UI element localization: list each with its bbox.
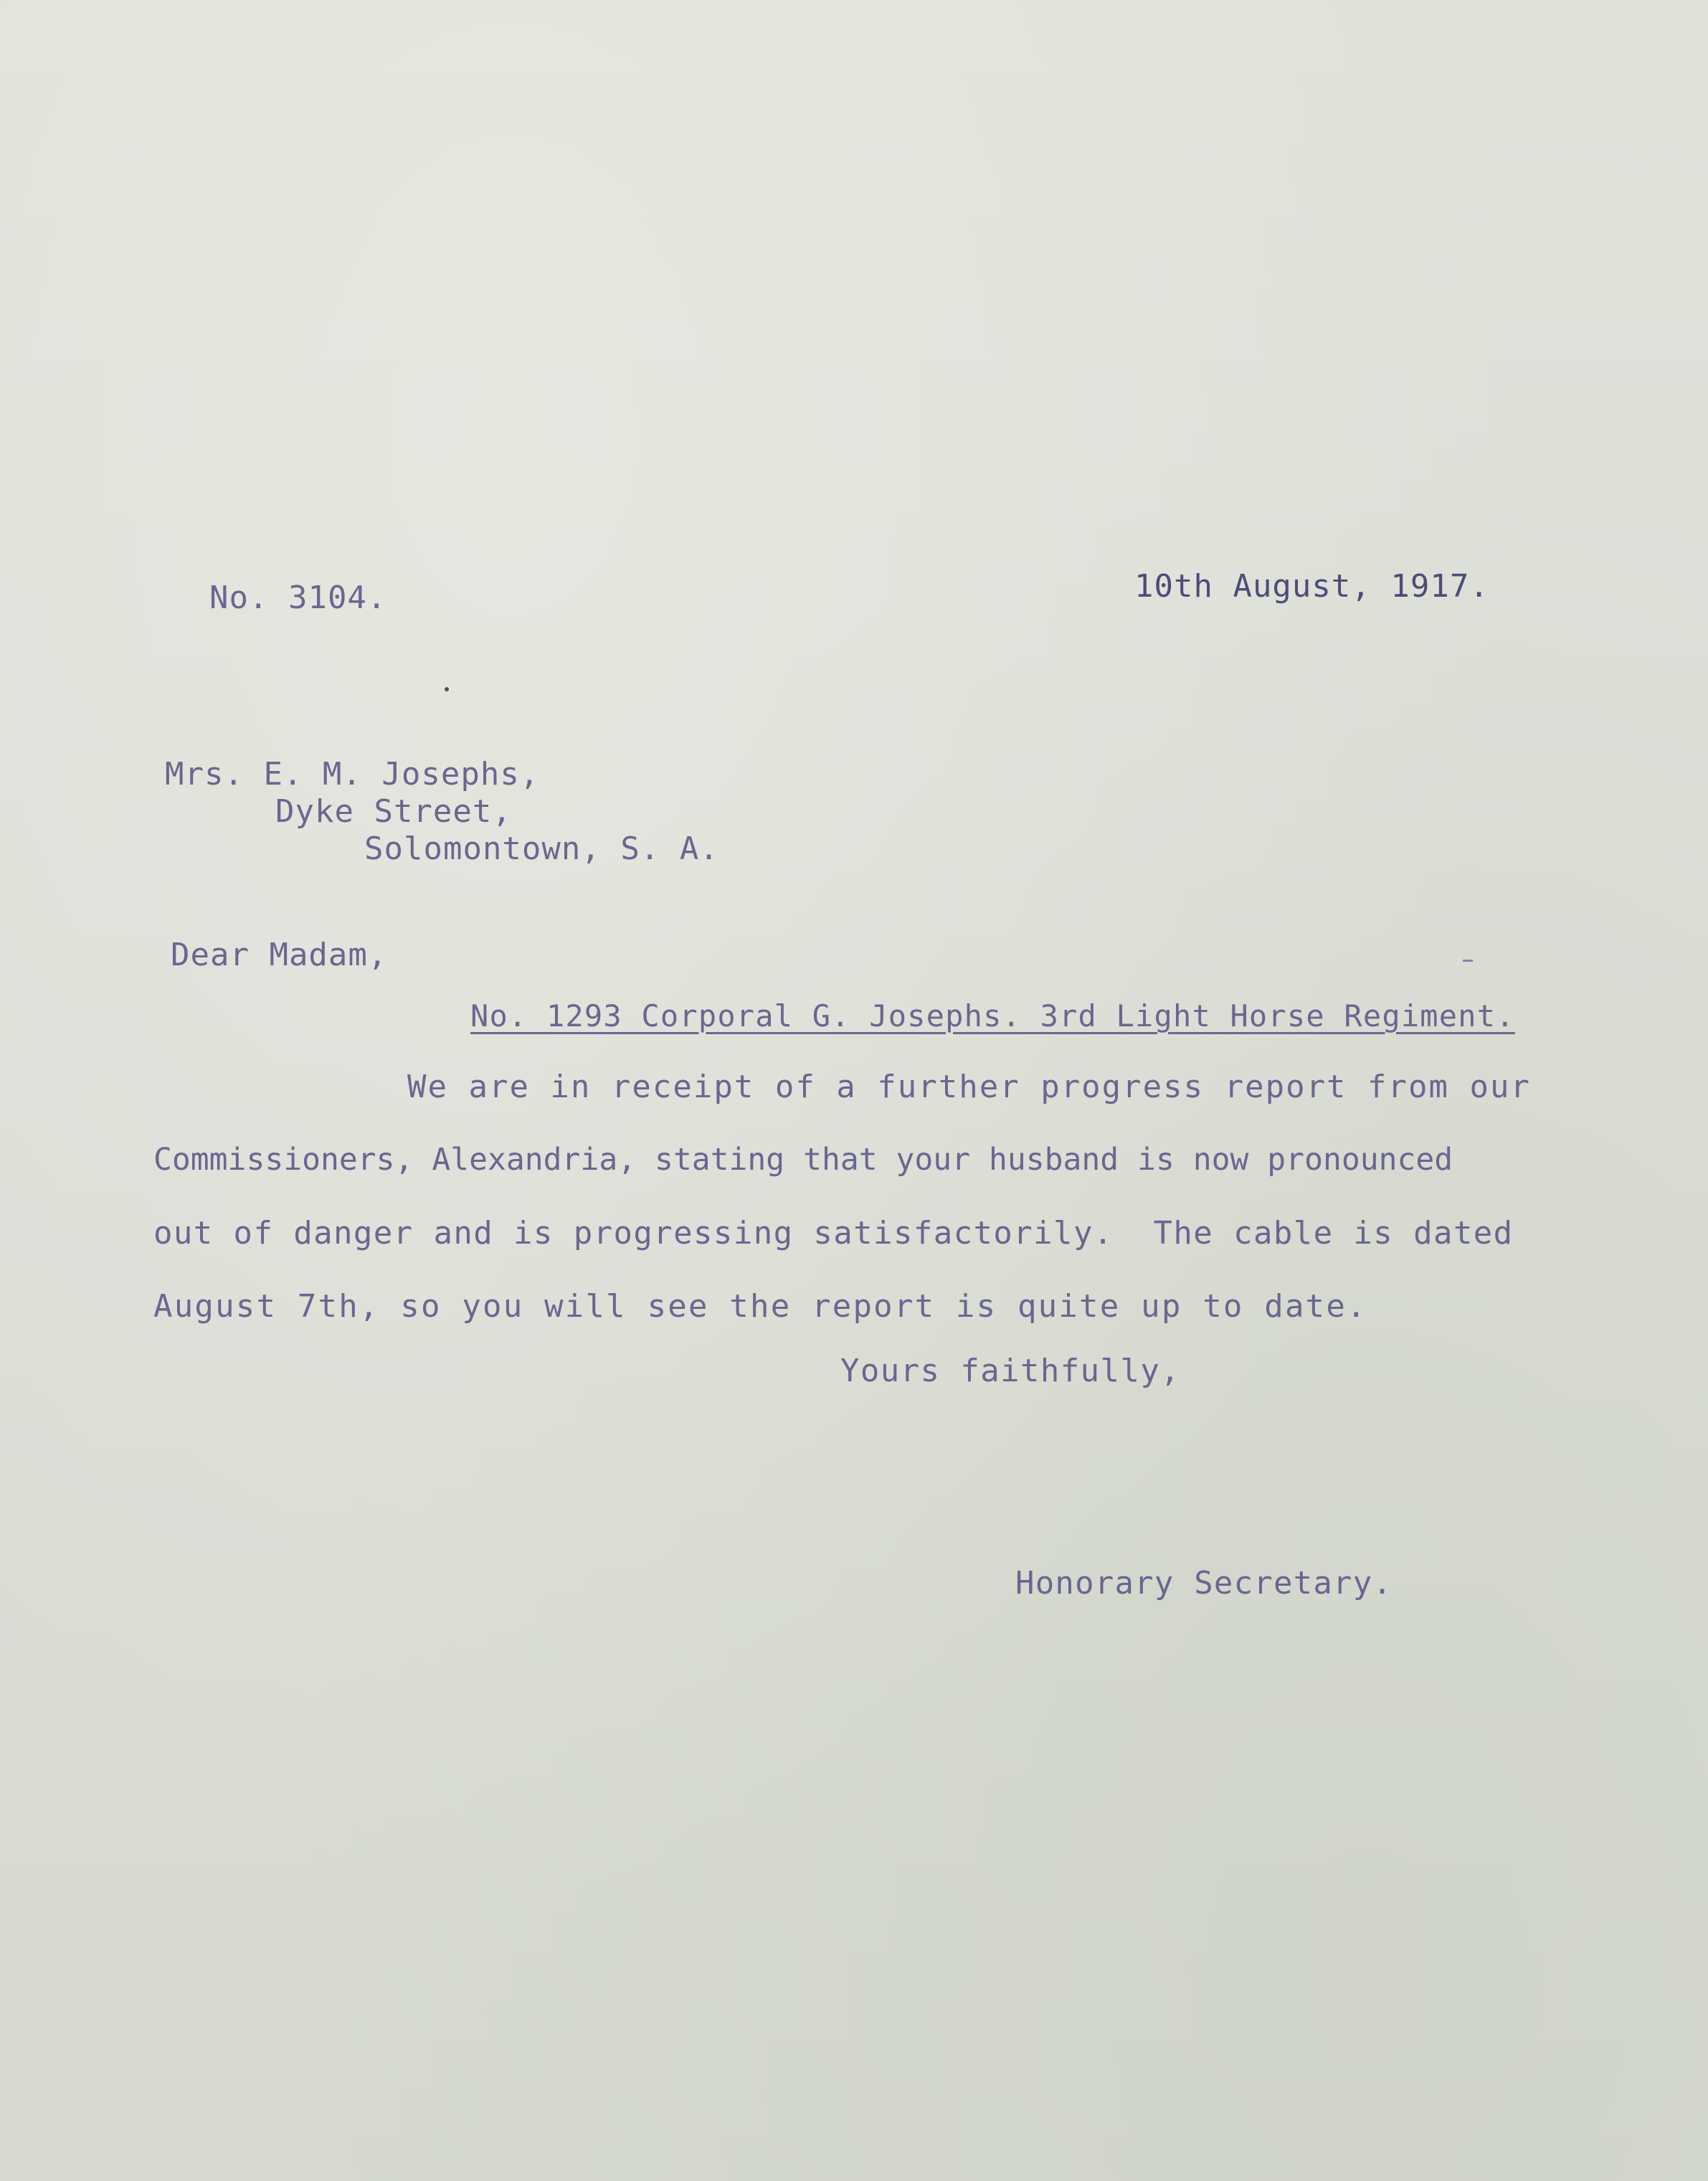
address-line-name: Mrs. E. M. Josephs, [165,756,540,793]
address-line-street: Dyke Street, [275,793,512,830]
address-line-town: Solomontown, S. A. [364,831,719,867]
reference-number: No. 3104. [209,579,387,616]
closing: Yours faithfully, [840,1353,1181,1389]
salutation: Dear Madam, [171,937,388,973]
signature-title: Honorary Secretary. [1015,1565,1393,1602]
body-line-3: out of danger and is progressing satisfactorily. The cable is dated [153,1215,1514,1252]
letter-date: 10th August, 1917. [1134,568,1489,605]
body-line-1: We are in receipt of a further progress report from our [407,1069,1531,1105]
body-line-2: Commissioners, Alexandria, stating that your husband is now pronounced [153,1142,1453,1178]
ink-speck [445,687,449,691]
body-line-4: August 7th, so you will see the report is quite up to date. [153,1288,1367,1325]
ink-mark [1463,960,1473,962]
subject-line: No. 1293 Corporal G. Josephs. 3rd Light Horse Regiment. [470,998,1515,1033]
